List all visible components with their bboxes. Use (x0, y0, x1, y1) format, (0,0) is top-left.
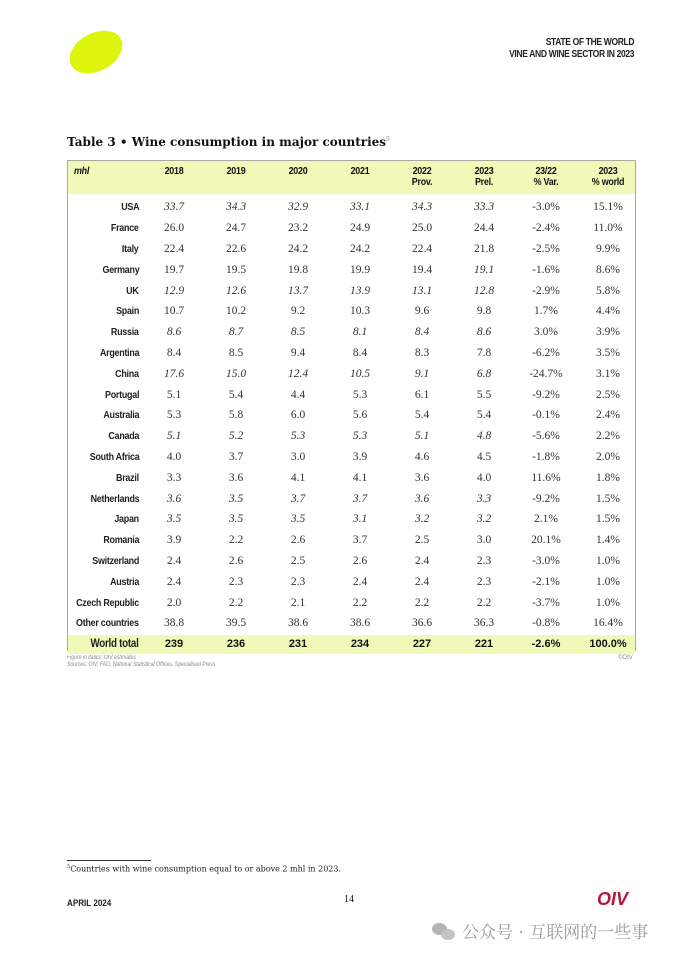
country-name-text: Netherlands (90, 492, 139, 505)
wechat-icon (432, 921, 456, 941)
column-header (520, 166, 573, 188)
table-notes (67, 655, 215, 669)
country-name-text: Australia (103, 409, 139, 422)
value-cell: 234 (350, 638, 370, 651)
value-cell: 5.5 (476, 388, 492, 401)
value-cell: 5.1 (166, 388, 182, 401)
table-row (68, 301, 635, 322)
value-cell: -5.6% (532, 430, 560, 443)
column-header-label: 2020 (288, 165, 308, 177)
column-header (334, 166, 387, 177)
value-cell: 2.2 (352, 596, 368, 609)
value-cell: 2.2 (476, 596, 492, 609)
value-cell: 2.3 (290, 575, 306, 588)
value-cell: 2.6 (228, 554, 244, 567)
value-cell: 231 (288, 638, 308, 651)
value-cell: 10.7 (163, 305, 185, 318)
country-name-text: Other countries (76, 617, 139, 630)
country-name (68, 405, 139, 426)
value-cell: 3.3 (166, 471, 182, 484)
value-cell: 3.7 (352, 492, 368, 505)
value-cell: 8.6% (596, 263, 620, 276)
value-cell: 8.4 (166, 346, 182, 359)
country-name (68, 571, 139, 592)
table-row (68, 613, 635, 634)
country-name-text: Russia (111, 326, 139, 339)
value-cell: 1.5% (596, 513, 620, 526)
table-header-row (68, 161, 635, 194)
country-name (68, 384, 139, 405)
value-cell: 2.3 (228, 575, 244, 588)
value-cell: 22.4 (163, 242, 185, 255)
value-cell: 3.7 (290, 492, 306, 505)
value-cell: 16.4% (593, 617, 623, 630)
country-name (68, 426, 139, 447)
value-cell: -3.0% (532, 201, 560, 214)
column-header-sublabel: % world (591, 176, 625, 188)
value-cell: 2.2% (596, 430, 620, 443)
value-cell: 24.7 (225, 222, 247, 235)
value-cell: 15.0 (225, 367, 247, 380)
country-name (68, 259, 139, 280)
value-cell: 1.0% (596, 596, 620, 609)
value-cell: 19.8 (287, 263, 309, 276)
value-cell: 38.6 (287, 617, 309, 630)
header-line-1: STATE OF THE WORLD (545, 37, 634, 48)
value-cell: -0.1% (532, 409, 560, 422)
value-cell: 227 (412, 638, 432, 651)
value-cell: 4.1 (290, 471, 306, 484)
country-name-text: Austria (110, 575, 139, 588)
header-line-2: VINE AND WINE SECTOR IN 2023 (508, 49, 634, 60)
table-row (68, 218, 635, 239)
country-name (68, 280, 139, 301)
country-name-text: South Africa (89, 450, 139, 463)
country-name-text: UK (126, 284, 139, 297)
value-cell: 39.5 (225, 617, 247, 630)
column-header-sublabel: Prel. (474, 176, 494, 188)
column-header (148, 166, 201, 177)
page-number: 14 (344, 894, 354, 905)
column-header-label: 2018 (164, 165, 184, 177)
column-header (272, 166, 325, 177)
watermark-text: 公众号 · 互联网的一些事 (462, 923, 649, 943)
value-cell: 8.7 (228, 326, 244, 339)
value-cell: 2.3 (476, 575, 492, 588)
value-cell: 19.9 (349, 263, 371, 276)
oiv-yellow-logo-shape (62, 22, 129, 82)
country-name (68, 635, 139, 654)
value-cell: 3.2 (414, 513, 430, 526)
country-name (68, 363, 139, 384)
value-cell: 2.1% (534, 513, 558, 526)
value-cell: 3.0% (534, 326, 558, 339)
value-cell: 2.2 (228, 534, 244, 547)
value-cell: 4.0 (476, 471, 492, 484)
column-header-label: 23/22 (535, 165, 557, 177)
value-cell: 12.6 (225, 284, 247, 297)
column-header-label: 2019 (226, 165, 246, 177)
value-cell: -2.5% (532, 242, 560, 255)
value-cell: -1.8% (532, 450, 560, 463)
country-name (68, 509, 139, 530)
value-cell: 22.6 (225, 242, 247, 255)
value-cell: 2.3 (476, 554, 492, 567)
value-cell: 15.1% (593, 201, 623, 214)
value-cell: 3.2 (476, 513, 492, 526)
value-cell: 5.1 (166, 430, 182, 443)
value-cell: 3.7 (228, 450, 244, 463)
value-cell: 8.3 (414, 346, 430, 359)
value-cell: -9.2% (532, 492, 560, 505)
value-cell: 24.4 (473, 222, 495, 235)
column-header-label: 2022 (412, 165, 432, 177)
value-cell: 5.3 (352, 430, 368, 443)
value-cell: 8.5 (228, 346, 244, 359)
country-name (68, 301, 139, 322)
value-cell: 20.1% (531, 534, 561, 547)
value-cell: 1.4% (596, 534, 620, 547)
value-cell: 5.8 (228, 409, 244, 422)
table-row (68, 343, 635, 364)
footnote (67, 864, 341, 874)
value-cell: 3.5% (596, 346, 620, 359)
value-cell: 5.2 (228, 430, 244, 443)
value-cell: 3.9 (166, 534, 182, 547)
value-cell: 2.1 (290, 596, 306, 609)
country-name (68, 218, 139, 239)
table-row (68, 571, 635, 592)
publication-date: APRIL 2024 (67, 898, 112, 909)
column-header (210, 166, 263, 177)
value-cell: 5.3 (290, 430, 306, 443)
oiv-logo: OIV (597, 889, 629, 909)
value-cell: 2.6 (352, 554, 368, 567)
value-cell: 2.2 (414, 596, 430, 609)
value-cell: 9.2 (290, 305, 306, 318)
country-name-text: Brazil (116, 471, 139, 484)
value-cell: 38.6 (349, 617, 371, 630)
value-cell: 4.4 (290, 388, 306, 401)
value-cell: 3.6 (414, 471, 430, 484)
column-header-label: mhl (74, 165, 90, 177)
country-name (68, 592, 139, 613)
column-header (582, 166, 635, 188)
value-cell: 8.6 (476, 326, 492, 339)
table-row (68, 509, 635, 530)
table-row (68, 239, 635, 260)
country-name-text: China (115, 367, 139, 380)
column-header (396, 166, 449, 188)
value-cell: 23.2 (287, 222, 309, 235)
table-row (68, 530, 635, 551)
value-cell: 9.6 (414, 305, 430, 318)
value-cell: 33.1 (349, 201, 371, 214)
country-name-text: USA (120, 201, 139, 214)
value-cell: 19.1 (473, 263, 495, 276)
value-cell: 22.4 (411, 242, 433, 255)
value-cell: 8.4 (414, 326, 430, 339)
footnote-number: 5 (67, 864, 71, 870)
value-cell: 10.3 (349, 305, 371, 318)
value-cell: 10.5 (349, 367, 371, 380)
country-name-text: Germany (102, 263, 139, 276)
value-cell: -2.6% (531, 638, 561, 651)
value-cell: 9.4 (290, 346, 306, 359)
column-header-label: 2023 (474, 165, 494, 177)
value-cell: 4.8 (476, 430, 492, 443)
value-cell: 5.4 (476, 409, 492, 422)
table-row (68, 551, 635, 572)
value-cell: 10.2 (225, 305, 247, 318)
country-name-text: Switzerland (92, 554, 139, 567)
footnote-reference: 5 (386, 136, 390, 143)
value-cell: 5.4 (414, 409, 430, 422)
country-name-text: Czech Republic (76, 596, 139, 609)
value-cell: 3.3 (476, 492, 492, 505)
country-name (68, 530, 139, 551)
value-cell: 36.3 (473, 617, 495, 630)
value-cell: 3.1% (596, 367, 620, 380)
value-cell: -9.2% (532, 388, 560, 401)
value-cell: 21.8 (473, 242, 495, 255)
table-row (68, 322, 635, 343)
sources-note: Sources: OIV, FAO, National Statistical Offices, Specialised Press (67, 662, 216, 668)
value-cell: 3.1 (352, 513, 368, 526)
value-cell: 7.8 (476, 346, 492, 359)
value-cell: 8.5 (290, 326, 306, 339)
world-total-row (68, 635, 635, 654)
value-cell: 236 (226, 638, 246, 651)
value-cell: 5.3 (166, 409, 182, 422)
wine-consumption-table (67, 160, 636, 651)
value-cell: 24.9 (349, 222, 371, 235)
value-cell: 2.6 (290, 534, 306, 547)
value-cell: 1.8% (596, 471, 620, 484)
country-name-text: Spain (115, 305, 139, 318)
value-cell: 12.8 (473, 284, 495, 297)
value-cell: 1.5% (596, 492, 620, 505)
value-cell: 12.9 (163, 284, 185, 297)
value-cell: 6.1 (414, 388, 430, 401)
value-cell: -3.7% (532, 596, 560, 609)
unit-header (74, 166, 108, 177)
country-name (68, 197, 139, 218)
value-cell: 2.4 (414, 575, 430, 588)
value-cell: 100.0% (589, 638, 627, 651)
country-name-text: World total (90, 638, 139, 651)
value-cell: 2.4% (596, 409, 620, 422)
value-cell: 11.0% (593, 222, 623, 235)
country-name-text: Canada (108, 430, 139, 443)
country-name-text: Romania (103, 534, 139, 547)
value-cell: 1.0% (596, 575, 620, 588)
value-cell: 13.1 (411, 284, 433, 297)
copyright-text: ©OIV (618, 655, 633, 661)
value-cell: -2.1% (532, 575, 560, 588)
value-cell: 12.4 (287, 367, 309, 380)
table-row (68, 488, 635, 509)
value-cell: 4.1 (352, 471, 368, 484)
value-cell: 8.6 (166, 326, 182, 339)
country-name-text: France (111, 222, 139, 235)
value-cell: -2.9% (532, 284, 560, 297)
value-cell: 3.0 (476, 534, 492, 547)
country-name (68, 322, 139, 343)
country-name (68, 447, 139, 468)
value-cell: 33.3 (473, 201, 495, 214)
value-cell: 24.2 (287, 242, 309, 255)
footnote-text: Countries with wine consumption equal to or above 2 mhl in 2023. (70, 864, 342, 874)
value-cell: 5.4 (228, 388, 244, 401)
value-cell: 3.6 (414, 492, 430, 505)
value-cell: 2.5% (596, 388, 620, 401)
table-row (68, 197, 635, 218)
value-cell: 1.0% (596, 554, 620, 567)
value-cell: 6.8 (476, 367, 492, 380)
table-title-text: Table 3 • Wine consumption in major countries (67, 135, 387, 149)
value-cell: -1.6% (532, 263, 560, 276)
value-cell: 33.7 (163, 201, 185, 214)
value-cell: 1.7% (534, 305, 558, 318)
column-header-sublabel: Prov. (411, 176, 433, 188)
value-cell: 221 (474, 638, 494, 651)
value-cell: 5.1 (414, 430, 430, 443)
value-cell: 3.5 (290, 513, 306, 526)
country-name (68, 343, 139, 364)
value-cell: 3.9 (352, 450, 368, 463)
country-name (68, 551, 139, 572)
value-cell: 2.4 (352, 575, 368, 588)
table-row (68, 467, 635, 488)
value-cell: 4.0 (166, 450, 182, 463)
value-cell: 9.1 (414, 367, 430, 380)
country-name (68, 613, 139, 634)
column-header-label: 2023 (598, 165, 618, 177)
table-row (68, 259, 635, 280)
value-cell: 2.4 (414, 554, 430, 567)
country-name-text: Portugal (104, 388, 139, 401)
value-cell: 3.7 (352, 534, 368, 547)
column-header-sublabel: % Var. (533, 176, 559, 188)
value-cell: 36.6 (411, 617, 433, 630)
value-cell: 3.6 (228, 471, 244, 484)
country-name (68, 488, 139, 509)
value-cell: 239 (164, 638, 184, 651)
table-row (68, 447, 635, 468)
value-cell: 9.9% (596, 242, 620, 255)
value-cell: 3.5 (166, 513, 182, 526)
value-cell: 4.6 (414, 450, 430, 463)
value-cell: 11.6% (531, 471, 561, 484)
value-cell: 25.0 (411, 222, 433, 235)
value-cell: 4.5 (476, 450, 492, 463)
value-cell: 13.7 (287, 284, 309, 297)
table-title (67, 135, 390, 149)
value-cell: 2.5 (414, 534, 430, 547)
table-row (68, 426, 635, 447)
value-cell: 3.0 (290, 450, 306, 463)
value-cell: 19.5 (225, 263, 247, 276)
value-cell: 2.4 (166, 575, 182, 588)
value-cell: 9.8 (476, 305, 492, 318)
column-header (458, 166, 511, 188)
value-cell: 34.3 (225, 201, 247, 214)
value-cell: 2.0% (596, 450, 620, 463)
value-cell: -2.4% (532, 222, 560, 235)
value-cell: -3.0% (532, 554, 560, 567)
value-cell: 8.1 (352, 326, 368, 339)
value-cell: 13.9 (349, 284, 371, 297)
italics-note: Figure in italics: OIV estimates (67, 655, 136, 661)
table-row (68, 405, 635, 426)
column-header-label: 2021 (350, 165, 370, 177)
document-header (509, 37, 634, 61)
value-cell: -0.8% (532, 617, 560, 630)
value-cell: 4.4% (596, 305, 620, 318)
country-name (68, 467, 139, 488)
value-cell: 8.4 (352, 346, 368, 359)
value-cell: 3.9% (596, 326, 620, 339)
value-cell: -6.2% (532, 346, 560, 359)
value-cell: 2.2 (228, 596, 244, 609)
value-cell: 5.8% (596, 284, 620, 297)
value-cell: 5.3 (352, 388, 368, 401)
value-cell: 19.4 (411, 263, 433, 276)
table-row (68, 363, 635, 384)
value-cell: 19.7 (163, 263, 185, 276)
value-cell: 38.8 (163, 617, 185, 630)
country-name (68, 239, 139, 260)
value-cell: 2.0 (166, 596, 182, 609)
country-name-text: Italy (122, 242, 139, 255)
value-cell: 6.0 (290, 409, 306, 422)
value-cell: 32.9 (287, 201, 309, 214)
value-cell: 3.6 (166, 492, 182, 505)
value-cell: 17.6 (163, 367, 185, 380)
value-cell: -24.7% (529, 367, 563, 380)
table-row (68, 384, 635, 405)
country-name-text: Argentina (99, 346, 139, 359)
table-row (68, 592, 635, 613)
footnote-divider (67, 860, 151, 861)
value-cell: 5.6 (352, 409, 368, 422)
country-name-text: Japan (114, 513, 139, 526)
value-cell: 26.0 (163, 222, 185, 235)
value-cell: 2.4 (166, 554, 182, 567)
value-cell: 3.5 (228, 513, 244, 526)
value-cell: 24.2 (349, 242, 371, 255)
table-row (68, 280, 635, 301)
value-cell: 34.3 (411, 201, 433, 214)
wechat-watermark (432, 918, 648, 943)
value-cell: 2.5 (290, 554, 306, 567)
value-cell: 3.5 (228, 492, 244, 505)
